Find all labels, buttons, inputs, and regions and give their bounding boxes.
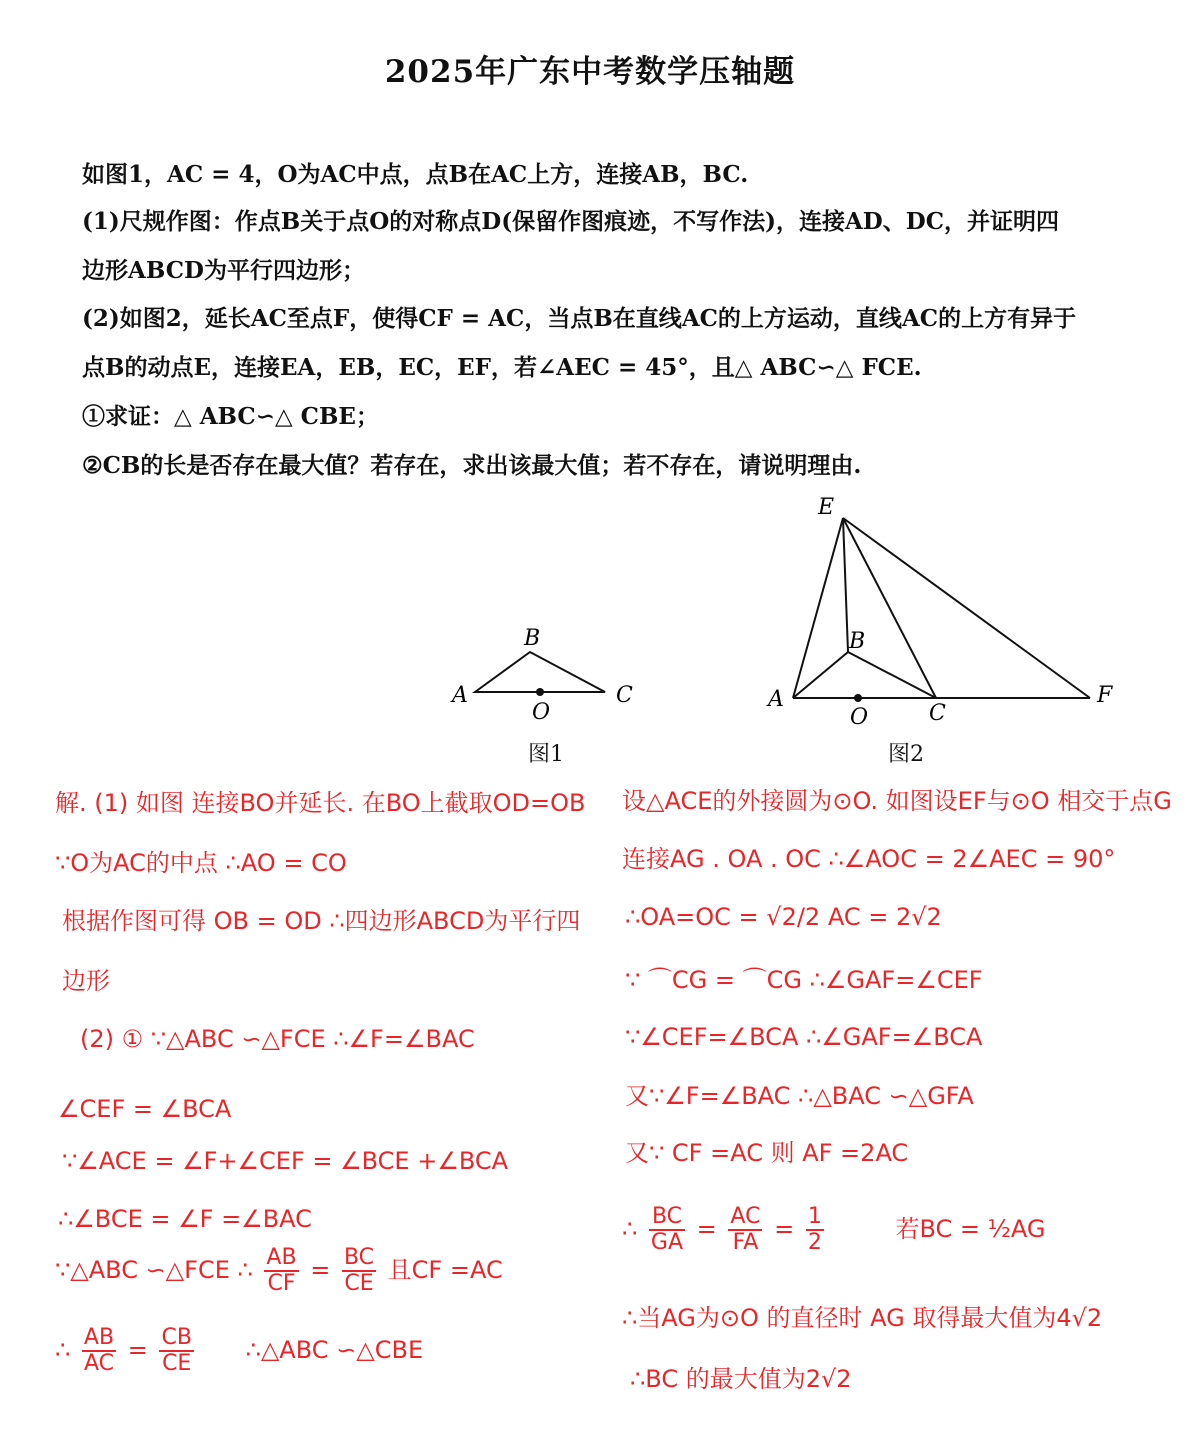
figure-1-caption: 图1 bbox=[528, 742, 564, 767]
segment-ef bbox=[843, 518, 1090, 698]
label-o: O bbox=[850, 705, 869, 730]
label-f: F bbox=[1097, 683, 1113, 708]
solution-right-line-5: ∵∠CEF=∠BCA ∴∠GAF=∠BCA bbox=[625, 1023, 983, 1051]
fraction-ab-cf bbox=[264, 1246, 298, 1296]
numerator: AC bbox=[730, 1204, 761, 1229]
figure-2-caption: 图2 bbox=[888, 742, 924, 767]
denominator: CF bbox=[267, 1271, 296, 1296]
denominator: FA bbox=[732, 1230, 759, 1255]
denominator: GA bbox=[650, 1230, 684, 1255]
label-c: C bbox=[616, 683, 633, 708]
solution-right-line-1: 设△ACE的外接圆为⊙O. 如图设EF与⊙O 相交于点G bbox=[622, 787, 1172, 815]
text: ∴ bbox=[55, 1336, 71, 1364]
triangle-abc bbox=[475, 652, 605, 692]
numerator: AB bbox=[266, 1245, 297, 1270]
segment-ab bbox=[793, 652, 848, 698]
solution-right-line-2: 连接AG . OA . OC ∴∠AOC = 2∠AEC = 90° bbox=[622, 845, 1116, 873]
page-title: 2025年广东中考数学压轴题 bbox=[384, 54, 796, 90]
figure-2 bbox=[760, 490, 1130, 739]
question-line-1: 如图1，AC = 4，O为AC中点，点B在AC上方，连接AB，BC. bbox=[82, 161, 749, 188]
segment-ea bbox=[793, 518, 843, 698]
question-line-2: (1)尺规作图：作点B关于点O的对称点D(保留作图痕迹，不写作法)，连接AD、DC，并证明四 bbox=[82, 208, 1059, 235]
numerator: BC bbox=[343, 1245, 375, 1270]
solution-left-line-6: ∠CEF = ∠BCA bbox=[58, 1095, 232, 1123]
equals-sign: = bbox=[696, 1215, 717, 1243]
solution-left-line-7: ∵∠ACE = ∠F+∠CEF = ∠BCE +∠BCA bbox=[62, 1147, 509, 1175]
solution-right-line-3: ∴OA=OC = √2/2 AC = 2√2 bbox=[625, 903, 942, 931]
solution-left-line-2: ∵O为AC的中点 ∴AO = CO bbox=[55, 849, 347, 877]
equals-sign: = bbox=[310, 1256, 331, 1284]
label-c: C bbox=[929, 701, 946, 726]
denominator: CE bbox=[344, 1271, 374, 1296]
solution-right-line-8 bbox=[622, 1205, 1046, 1255]
fraction-ac-fa bbox=[728, 1205, 762, 1255]
solution-right-line-10: ∴BC 的最大值为2√2 bbox=[630, 1365, 852, 1393]
fraction-one-half bbox=[806, 1205, 824, 1255]
point-o bbox=[536, 688, 544, 696]
text: ∴ bbox=[622, 1215, 638, 1243]
figure-1-diagram bbox=[440, 615, 650, 730]
fraction-bc-ce bbox=[342, 1246, 376, 1296]
solution-right-line-6: 又∵∠F=∠BAC ∴△BAC ∽△GFA bbox=[625, 1082, 974, 1110]
solution-left-line-5: (2) ① ∵△ABC ∽△FCE ∴∠F=∠BAC bbox=[80, 1025, 475, 1053]
solution-right-line-7: 又∵ CF =AC 则 AF =2AC bbox=[625, 1139, 909, 1167]
question-line-6: ①求证：△ ABC∽△ CBE； bbox=[82, 403, 379, 430]
solution-left-line-10 bbox=[55, 1326, 423, 1376]
question-line-5: 点B的动点E，连接EA，EB，EC，EF，若∠AEC = 45°，且△ ABC∽△ FCE. bbox=[82, 354, 922, 381]
equals-sign: = bbox=[774, 1215, 795, 1243]
solution-right-line-9: ∴当AG为⊙O 的直径时 AG 取得最大值为4√2 bbox=[622, 1304, 1103, 1332]
label-o: O bbox=[532, 700, 551, 725]
question-line-4: (2)如图2，延长AC至点F，使得CF = AC，当点B在直线AC的上方运动，直线AC的上方有异于 bbox=[82, 305, 1077, 332]
denominator: AC bbox=[83, 1351, 115, 1376]
equals-sign: = bbox=[127, 1336, 148, 1364]
solution-left-line-8: ∴∠BCE = ∠F =∠BAC bbox=[58, 1205, 312, 1233]
segment-ec bbox=[843, 518, 936, 698]
numerator: AB bbox=[83, 1325, 115, 1350]
fraction-ab-ac bbox=[82, 1326, 116, 1376]
label-a: A bbox=[768, 687, 784, 712]
text: ∵△ABC ∽△FCE ∴ bbox=[55, 1256, 253, 1284]
solution-right-line-4: ∵ ⌒CG = ⌒CG ∴∠GAF=∠CEF bbox=[625, 966, 983, 994]
text: ∴△ABC ∽△CBE bbox=[245, 1336, 424, 1364]
point-o bbox=[854, 694, 862, 702]
fraction-bc-ga bbox=[649, 1205, 685, 1255]
figure-2-diagram bbox=[760, 490, 1130, 735]
label-a: A bbox=[452, 683, 468, 708]
text: 若BC = ½AG bbox=[895, 1215, 1046, 1243]
text: 且CF =AC bbox=[387, 1256, 503, 1284]
fraction-cb-ce bbox=[159, 1326, 193, 1376]
numerator: BC bbox=[649, 1205, 685, 1231]
figure-1 bbox=[440, 615, 650, 734]
solution-left-line-4: 边形 bbox=[62, 967, 110, 995]
solution-left-line-9 bbox=[55, 1246, 503, 1296]
solution-left-line-3: 根据作图可得 OB = OD ∴四边形ABCD为平行四 bbox=[62, 907, 581, 935]
label-b: B bbox=[524, 626, 541, 651]
label-e: E bbox=[818, 495, 835, 520]
denominator: CE bbox=[162, 1351, 192, 1376]
question-line-7: ②CB的长是否存在最大值？若存在，求出该最大值；若不存在，请说明理由. bbox=[82, 452, 862, 479]
denominator: 2 bbox=[807, 1230, 822, 1255]
segment-eb bbox=[843, 518, 848, 652]
solution-left-line-1: 解. (1) 如图 连接BO并延长. 在BO上截取OD=OB bbox=[55, 789, 586, 817]
numerator: CB bbox=[161, 1325, 192, 1350]
label-b: B bbox=[849, 629, 866, 654]
segment-bc bbox=[848, 652, 936, 698]
question-line-3: 边形ABCD为平行四边形； bbox=[82, 257, 365, 284]
numerator: 1 bbox=[807, 1204, 822, 1229]
